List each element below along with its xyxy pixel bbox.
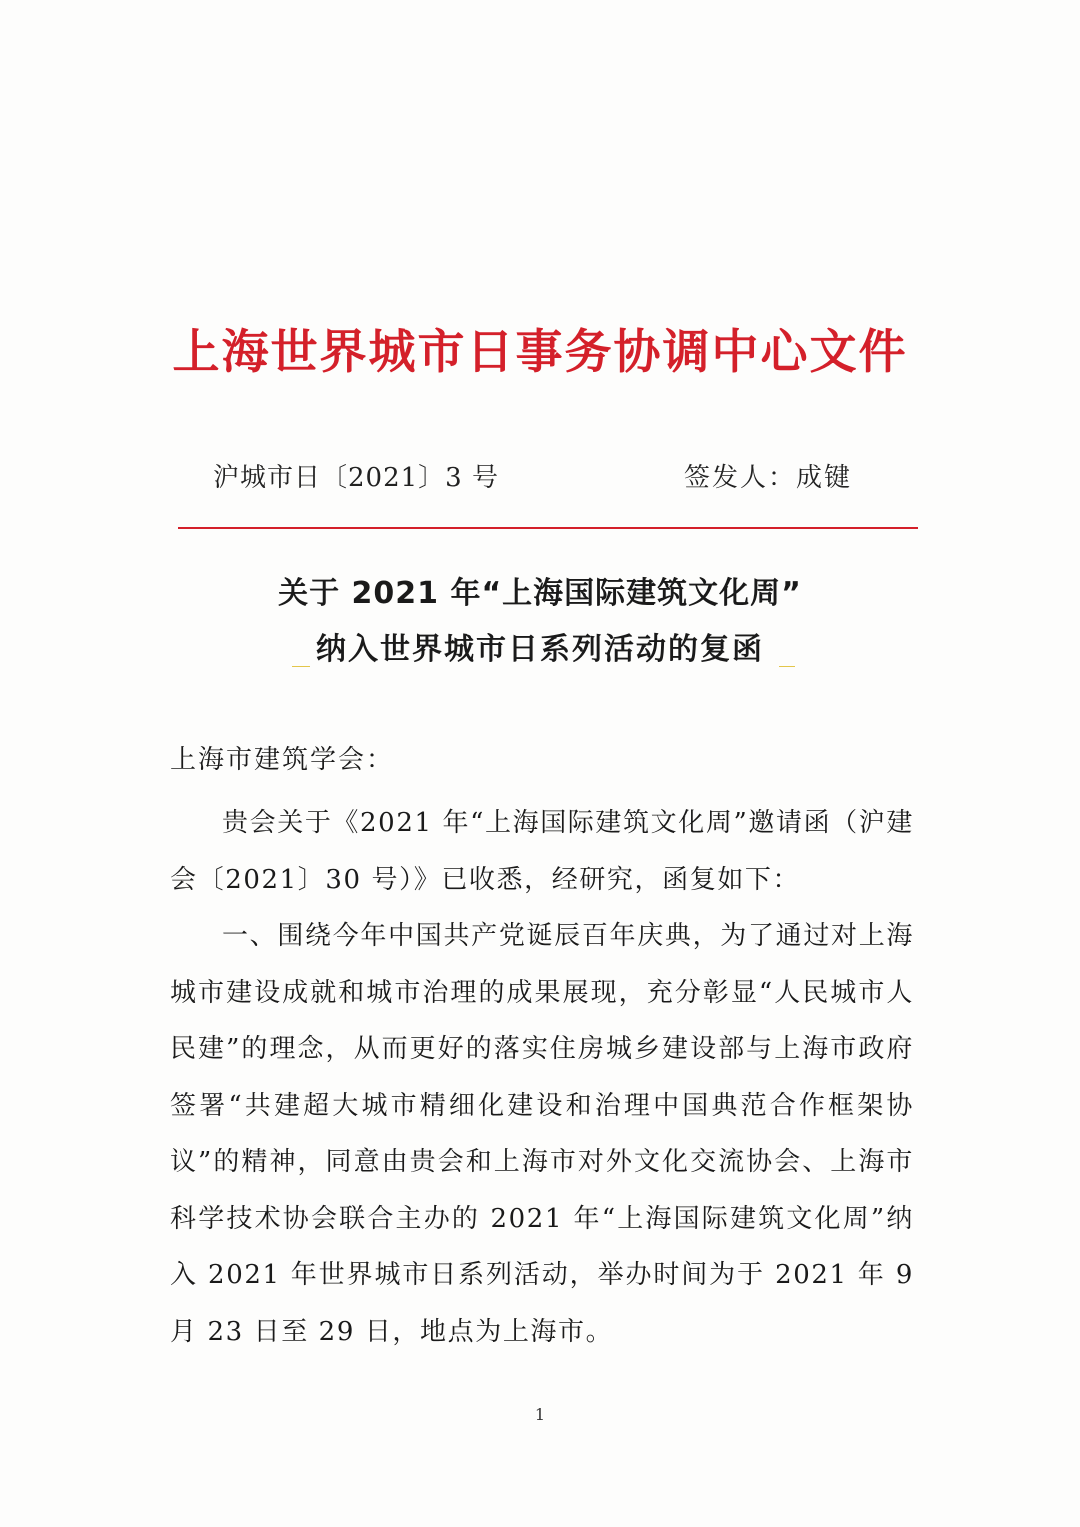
issuer-title: 上海世界城市日事务协调中心文件 — [172, 325, 908, 380]
heading-mark-right — [779, 666, 795, 667]
body-paragraph-1: 贵会关于《2021 年“上海国际建筑文化周”邀请函（沪建会〔2021〕30 号）》已收悉，经研究，函复如下： — [170, 808, 914, 895]
document-number: 沪城市日〔2021〕3 号 — [213, 463, 499, 493]
body-paragraph-2: 一、围绕今年中国共产党诞辰百年庆典，为了通过对上海城市建设成就和城市治理的成果展现，充分彰显“人民城市人民建”的理念，从而更好的落实住房城乡建设部与上海市政府签署“共建超大城市精细化建设和治理中国典范合作框架协议”的精神，同意由贵会和上海市对外文化交流协会、上海市科学技术协会联合主办的 2021 年“上海国际建筑文化周”纳入 2021 年世界城市日系列活动，举办时间为于 2021 年 9 月 23 日至 29 日，地点为上海市。 — [170, 921, 914, 1347]
signer: 签发人：成键 — [684, 463, 853, 493]
page-number: 1 — [534, 1405, 546, 1424]
document-heading-line-2: 纳入世界城市日系列活动的复函 — [316, 632, 764, 667]
red-divider-line — [178, 527, 918, 529]
document-heading-line-1: 关于 2021 年“上海国际建筑文化周” — [278, 576, 802, 611]
salutation: 上海市建筑学会： — [170, 745, 395, 775]
body-text — [170, 795, 914, 1360]
heading-mark-left — [292, 666, 310, 667]
